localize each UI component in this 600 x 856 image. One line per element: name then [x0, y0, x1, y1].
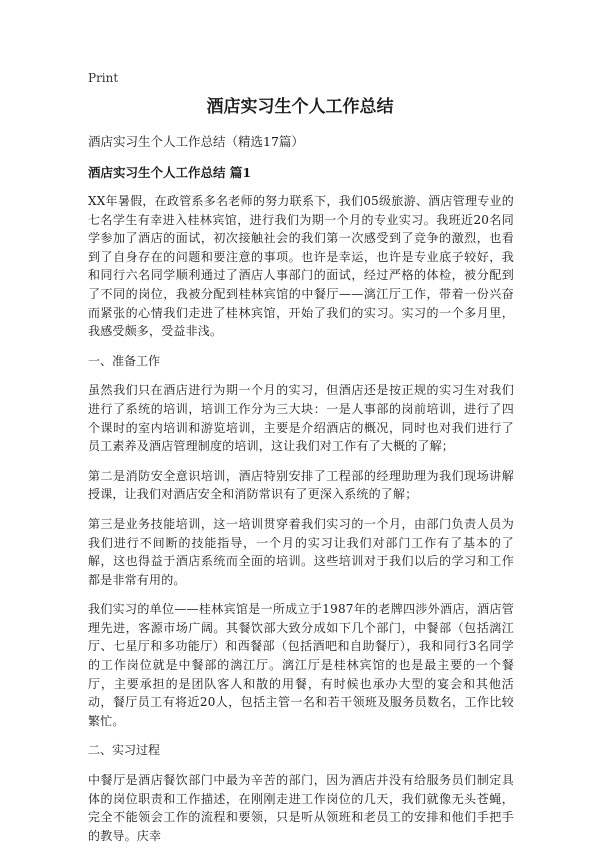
- paragraph: 中餐厅是酒店餐饮部门中最为辛苦的部门，因为酒店并没有给服务员们制定具体的岗位职责和工作描述，在刚刚走进工作岗位的几天，我们就像无头苍蝇，完全不能领会工作的流程和要领，只是听从领班和老员工的安排和他们手把手的教导。庆幸: [88, 773, 514, 843]
- subsection-heading-preparation: 一、准备工作: [88, 353, 161, 368]
- document-title: 酒店实习生个人工作总结: [206, 97, 394, 117]
- section-heading: 酒店实习生个人工作总结 篇1: [88, 165, 252, 180]
- print-link[interactable]: Print: [88, 71, 119, 85]
- paragraph: 我们实习的单位——桂林宾馆是一所成立于1987年的老牌四涉外酒店，酒店管理先进，客源市场广阔。其餐饮部大致分成如下几个部门，中餐部（包括漓江厅、七星厅和多功能厅）和西餐部（包括酒吧和自助餐厅），我和同行3名同学的工作岗位就是中餐部的漓江厅。漓江厅是桂林宾馆的也是最主要的一个餐厅，主要承担的是团队客人和散的用餐，有时候也承办大型的宴会和其他活动，餐厅员工有将近20人，包括主管一名和若干领班及服务员数名，工作比较繁忙。: [88, 602, 514, 728]
- paragraph: XX年暑假，在政管系多名老师的努力联系下，我们05级旅游、酒店管理专业的七名学生有幸进入桂林宾馆，进行我们为期一个月的专业实习。我班近20名同学参加了酒店的面试，初次接触社会的我们第一次感受到了竞争的激烈，也看到了自身存在的问题和要注意的事项。也许是幸运，也许是专业底子较好，我和同行六名同学顺利通过了酒店人事部门的面试，经过严格的体检，被分配到了不同的岗位，我被分配到桂林宾馆的中餐厅——漓江厅工作，带着一份兴奋而紧张的心情我们走进了桂林宾馆，开始了我们的实习。实习的一个多月里，我感受颇多，受益非浅。: [88, 194, 514, 339]
- subsection-heading-process: 二、实习过程: [88, 743, 161, 758]
- document-body: [88, 132, 514, 856]
- paragraph: 第三是业务技能培训，这一培训贯穿着我们实习的一个月，由部门负责人员为我们进行不间断的技能指导，一个月的实习让我们对部门工作有了基本的了解，这也得益于酒店系统而全面的培训。这些培训对于我们以后的学习和工作都是非常有用的。: [88, 516, 514, 587]
- paragraph: 虽然我们只在酒店进行为期一个月的实习，但酒店还是按正规的实习生对我们进行了系统的培训，培训工作分为三大块：一是人事部的岗前培训，进行了四个课时的室内培训和游览培训，主要是介绍酒店的概况，同时也对我们进行了员工素养及酒店管理制度的培训，这让我们对工作有了大概的了解；: [88, 383, 514, 454]
- document-subtitle: 酒店实习生个人工作总结（精选17篇）: [88, 134, 304, 149]
- paragraph: 第二是消防安全意识培训，酒店特别安排了工程部的经理助理为我们现场讲解授课，让我们对酒店安全和消防常识有了更深入系统的了解；: [88, 468, 514, 502]
